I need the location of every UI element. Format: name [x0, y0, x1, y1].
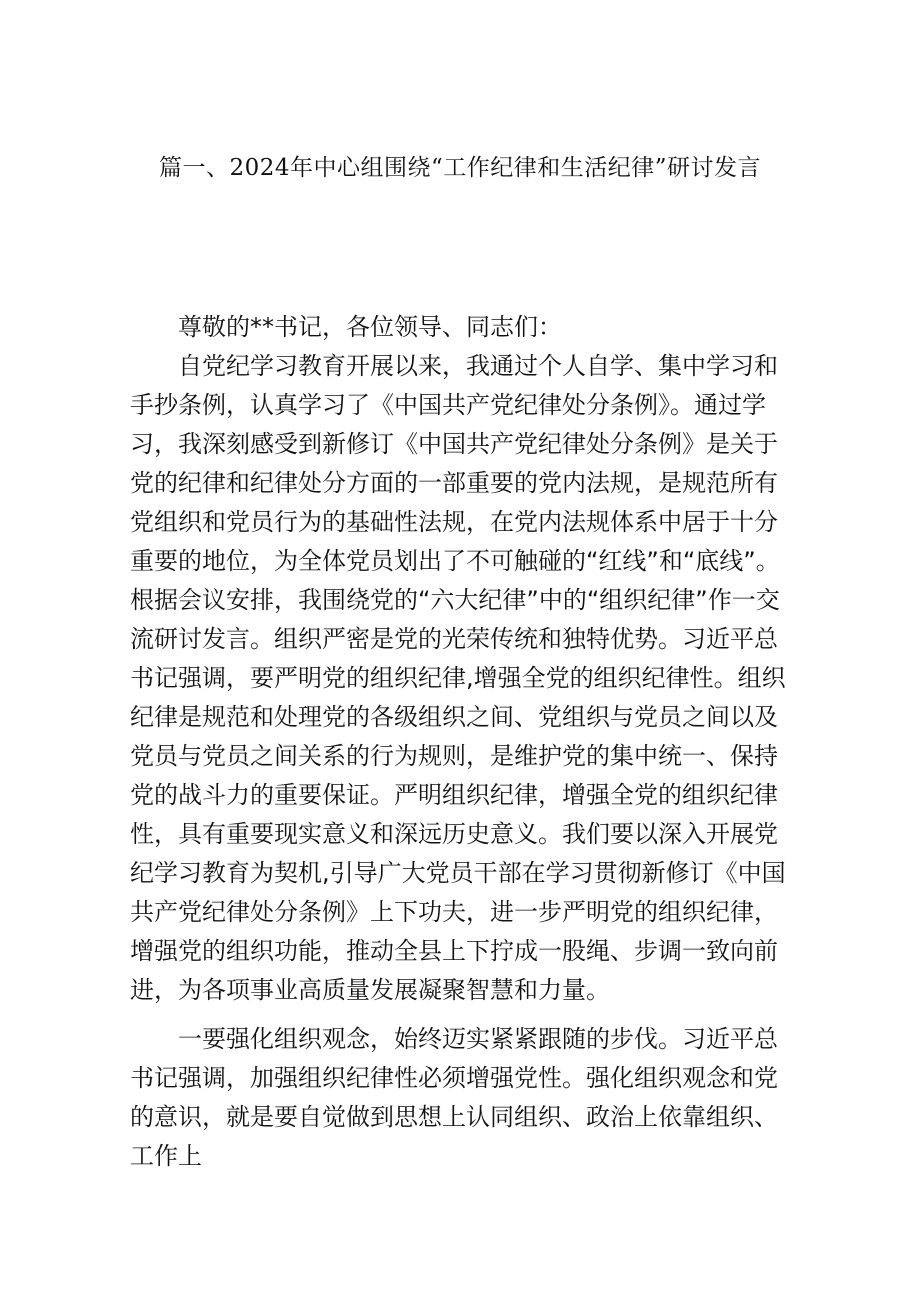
document-title: 篇一、2024年中心组围绕“工作纪律和生活纪律”研讨发言: [158, 155, 762, 181]
body-paragraph-2: 一要强化组织观念，始终迈实紧紧跟随的步伐。习近平总书记强调，加强组织纪律性必须增强党性。强化组织观念和党的意识，就是要自觉做到思想上认同组织、政治上依靠组织、工作上: [130, 1025, 778, 1170]
greeting-line: 尊敬的**书记，各位领导、同志们：: [178, 313, 562, 341]
document-body: [130, 308, 794, 1176]
body-paragraph-1: 自党纪学习教育开展以来，我通过个人自学、集中学习和手抄条例，认真学习了《中国共产党纪律处分条例》。通过学习，我深刻感受到新修订《中国共产党纪律处分条例》是关于党的纪律和纪律处分方面的一部重要的党内法规，是规范所有党组织和党员行为的基础性法规，在党内法规体系中居于十分重要的地位，为全体党员划出了不可触碰的“红线”和“底线”。根据会议安排，我围绕党的“六大纪律”中的“组织纪律”作一交流研讨发言。组织严密是党的光荣传统和独特优势。习近平总书记强调，要严明党的组织纪律,增强全党的组织纪律性。组织纪律是规范和处理党的各级组织之间、党组织与党员之间以及党员与党员之间关系的行为规则，是维护党的集中统一、保持党的战斗力的重要保证。严明组织纪律，增强全党的组织纪律性，具有重要现实意义和深远历史意义。我们要以深入开展党纪学习教育为契机,引导广大党员干部在学习贯彻新修订《中国共产党纪律处分条例》上下功夫，进一步严明党的组织纪律，增强党的组织功能，推动全县上下拧成一股绳、步调一致向前进，为各项事业高质量发展凝聚智慧和力量。: [130, 352, 786, 1004]
